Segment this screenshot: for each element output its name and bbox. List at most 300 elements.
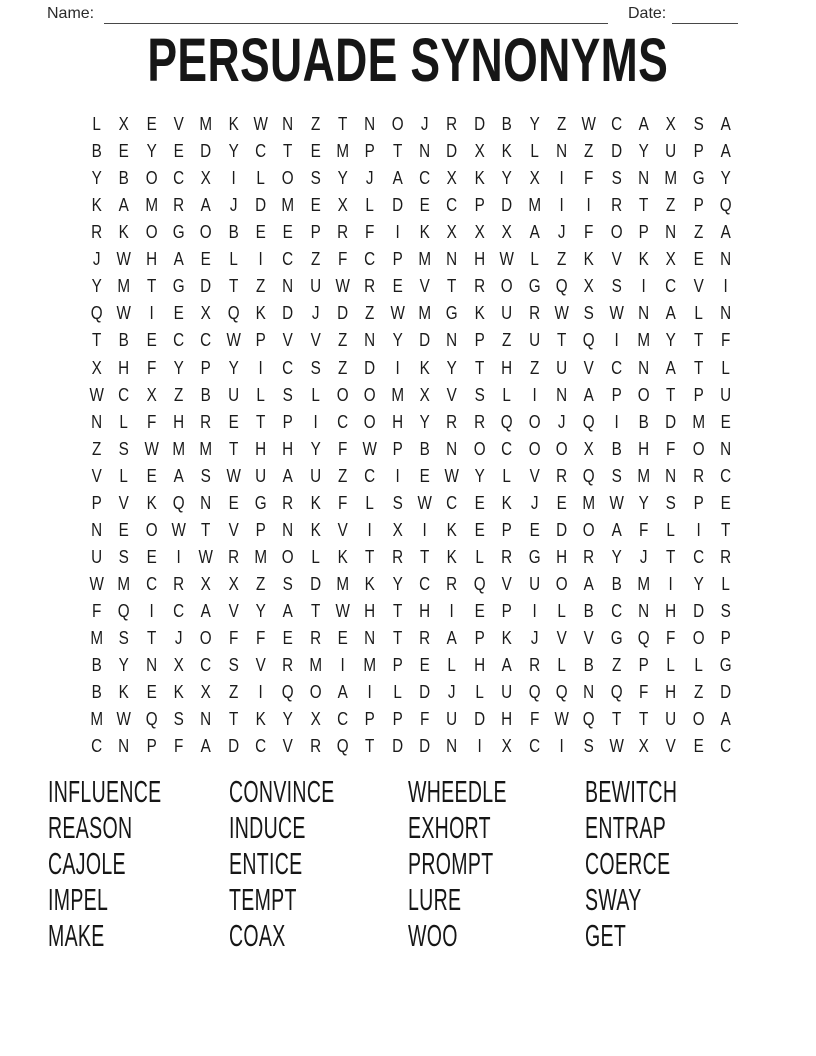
grid-letter: X [447, 221, 458, 243]
grid-letter: T [666, 545, 676, 567]
grid-letter: X [501, 221, 512, 243]
grid-letter: N [446, 437, 458, 459]
grid-letter: N [282, 275, 294, 297]
grid-letter: T [392, 140, 403, 162]
grid-letter: U [720, 383, 732, 405]
grid-letter: N [446, 248, 458, 270]
grid-letter: N [364, 626, 376, 648]
word-item [585, 918, 796, 954]
grid-letter: B [611, 437, 622, 459]
grid-letter: D [720, 680, 732, 702]
grid-letter: S [228, 653, 239, 675]
grid-letter: A [337, 680, 348, 702]
grid-letter: D [391, 194, 403, 216]
grid-letter: Q [610, 680, 623, 702]
grid-letter: V [693, 275, 704, 297]
grid-letter: V [501, 572, 512, 594]
grid-letter: X [228, 572, 239, 594]
grid-letter: N [364, 329, 376, 351]
grid-letter: W [226, 329, 241, 351]
grid-letter: M [637, 572, 650, 594]
grid-letter: D [665, 410, 677, 432]
grid-letter: I [696, 518, 701, 540]
grid-letter: E [474, 518, 485, 540]
grid-letter: C [255, 734, 267, 756]
grid-letter: Z [338, 329, 348, 351]
grid-letter: T [146, 275, 157, 297]
grid-letter: A [118, 194, 130, 216]
grid-letter: F [584, 167, 594, 189]
grid-letter: Z [502, 329, 512, 351]
grid-letter: O [528, 437, 541, 459]
grid-letter: D [200, 140, 212, 162]
word-item [408, 918, 585, 954]
grid-letter: L [92, 113, 101, 135]
grid-letter: I [532, 599, 537, 621]
grid-letter: V [419, 275, 430, 297]
word-item [585, 810, 796, 846]
grid-letter: A [200, 599, 212, 621]
grid-letter: M [199, 437, 213, 459]
grid-letter: R [528, 302, 540, 324]
word-item [229, 810, 408, 846]
grid-letter: H [473, 248, 485, 270]
grid-letter: I [614, 329, 619, 351]
grid-letter: D [473, 113, 485, 135]
grid-letter: K [419, 356, 430, 378]
grid-letter: N [91, 410, 103, 432]
grid-letter: K [173, 680, 184, 702]
grid-letter: Z [338, 464, 348, 486]
grid-letter: L [529, 248, 539, 270]
grid-letter: P [611, 383, 622, 405]
grid-letter: P [392, 707, 403, 729]
grid-letter: A [720, 221, 731, 243]
grid-letter: T [310, 599, 321, 621]
grid-letter: D [337, 302, 349, 324]
grid-letter: F [146, 356, 157, 378]
grid-letter: N [282, 518, 294, 540]
grid-letter: O [336, 383, 349, 405]
grid-letter: V [447, 383, 458, 405]
grid-letter: L [256, 383, 265, 405]
grid-letter: O [200, 221, 212, 243]
grid-letter: J [557, 221, 566, 243]
grid-letter: X [200, 572, 212, 594]
grid-letter: H [473, 653, 485, 675]
grid-letter: C [501, 437, 513, 459]
grid-letter: W [609, 491, 624, 513]
grid-letter: S [282, 383, 294, 405]
grid-letter: L [475, 680, 484, 702]
grid-letter: V [118, 491, 130, 513]
grid-letter: W [554, 302, 569, 324]
grid-letter: A [447, 626, 458, 648]
grid-letter: R [583, 545, 595, 567]
grid-letter: O [528, 410, 541, 432]
grid-letter: Z [556, 113, 567, 135]
grid-letter: K [447, 545, 458, 567]
grid-letter: N [638, 599, 650, 621]
grid-letter: L [256, 167, 265, 189]
grid-letter: I [231, 167, 236, 189]
grid-letter: F [638, 680, 649, 702]
grid-letter: M [117, 572, 131, 594]
grid-letter: S [118, 545, 130, 567]
grid-letter: R [227, 545, 239, 567]
grid-letter: B [91, 653, 102, 675]
grid-letter: A [392, 167, 403, 189]
grid-letter: O [364, 383, 377, 405]
word-item [48, 918, 229, 954]
grid-letter: W [609, 734, 624, 756]
grid-letter: E [173, 140, 184, 162]
grid-letter: G [719, 653, 732, 675]
grid-letter: O [282, 167, 295, 189]
grid-letter: H [556, 545, 568, 567]
grid-letter: D [282, 302, 294, 324]
grid-letter: F [720, 329, 731, 351]
grid-letter: I [532, 383, 537, 405]
grid-letter: R [446, 410, 458, 432]
grid-letter: P [693, 140, 704, 162]
grid-letter: E [173, 302, 184, 324]
grid-letter: O [692, 626, 705, 648]
grid-letter: N [446, 734, 458, 756]
grid-letter: M [664, 167, 678, 189]
grid-letter: L [311, 545, 320, 567]
grid-letter: U [446, 707, 458, 729]
grid-letter: L [365, 491, 375, 513]
grid-letter: Q [500, 410, 513, 432]
grid-letter: L [529, 140, 539, 162]
grid-letter: S [474, 383, 485, 405]
grid-letter: X [200, 680, 212, 702]
grid-letter: L [502, 464, 512, 486]
grid-letter: C [419, 572, 431, 594]
grid-letter: N [665, 464, 677, 486]
grid-letter: D [419, 329, 431, 351]
grid-letter: V [228, 518, 239, 540]
grid-letter: L [119, 410, 129, 432]
grid-letter: T [474, 356, 485, 378]
word-item-text: REASON [48, 810, 133, 846]
grid-letter: P [638, 221, 649, 243]
word-item-text: TEMPT [229, 882, 297, 918]
grid-letter: M [582, 491, 596, 513]
grid-letter: E [255, 221, 266, 243]
grid-letter: B [91, 140, 102, 162]
grid-letter: D [692, 599, 704, 621]
grid-letter: X [665, 248, 676, 270]
grid-letter: K [255, 707, 266, 729]
grid-letter: C [118, 383, 130, 405]
page-title [0, 26, 816, 94]
grid-letter: O [391, 113, 404, 135]
grid-letter: H [173, 410, 185, 432]
grid-letter: C [610, 356, 622, 378]
grid-letter: K [447, 518, 458, 540]
grid-letter: Y [392, 572, 403, 594]
grid-letter: L [447, 653, 457, 675]
grid-letter: N [446, 329, 458, 351]
grid-letter: R [473, 275, 485, 297]
grid-letter: R [391, 545, 403, 567]
grid-letter: B [583, 653, 594, 675]
grid-letter: Y [501, 167, 512, 189]
grid-letter: S [611, 167, 622, 189]
grid-letter: R [200, 410, 212, 432]
grid-letter: E [282, 221, 294, 243]
grid-letter: O [282, 545, 295, 567]
grid-letter: P [693, 194, 704, 216]
grid-letter: K [501, 626, 512, 648]
word-item [408, 774, 585, 810]
grid-letter: A [501, 653, 512, 675]
grid-letter: U [528, 572, 540, 594]
grid-letter: F [584, 221, 594, 243]
grid-letter: A [200, 194, 212, 216]
grid-letter: L [666, 653, 676, 675]
grid-letter: Z [228, 680, 239, 702]
grid-letter: M [418, 248, 432, 270]
grid-letter: N [145, 653, 157, 675]
grid-letter: T [283, 140, 293, 162]
grid-letter: D [419, 680, 431, 702]
grid-letter: O [309, 680, 322, 702]
grid-letter: K [474, 167, 485, 189]
grid-letter: B [118, 167, 130, 189]
grid-letter: G [254, 491, 267, 513]
grid-letter: P [501, 518, 512, 540]
grid-letter: F [174, 734, 184, 756]
word-item-text: CAJOLE [48, 846, 126, 882]
grid-letter: W [499, 248, 515, 270]
grid-letter: X [310, 707, 321, 729]
grid-letter: A [173, 464, 184, 486]
word-item [229, 882, 408, 918]
grid-letter: X [447, 167, 458, 189]
grid-letter: Q [118, 599, 130, 621]
grid-letter: E [693, 734, 704, 756]
grid-letter: W [116, 707, 132, 729]
grid-letter: C [419, 167, 431, 189]
grid-letter: W [116, 302, 132, 324]
grid-letter: V [529, 464, 540, 486]
word-item [48, 774, 229, 810]
grid-letter: K [118, 680, 130, 702]
grid-letter: W [226, 464, 241, 486]
grid-letter: B [501, 113, 512, 135]
grid-letter: G [528, 275, 541, 297]
grid-letter: Q [582, 464, 595, 486]
grid-letter: N [665, 221, 677, 243]
grid-letter: Q [582, 707, 595, 729]
grid-letter: G [692, 167, 705, 189]
word-item-text: COAX [229, 918, 286, 953]
grid-letter: E [529, 518, 540, 540]
word-item-text: LURE [408, 882, 462, 918]
grid-letter: J [530, 626, 538, 648]
grid-letter: U [556, 356, 568, 378]
grid-letter: U [528, 329, 540, 351]
grid-letter: S [611, 275, 622, 297]
grid-letter: W [554, 707, 569, 729]
grid-letter: L [721, 356, 730, 378]
grid-letter: D [501, 194, 513, 216]
grid-letter: C [282, 248, 294, 270]
grid-letter: Y [665, 329, 676, 351]
grid-letter: I [723, 275, 728, 297]
grid-letter: Q [582, 410, 595, 432]
grid-letter: W [581, 113, 597, 135]
grid-letter: S [310, 167, 321, 189]
grid-letter: H [282, 437, 294, 459]
grid-letter: D [364, 356, 376, 378]
grid-letter: C [692, 545, 704, 567]
grid-letter: L [666, 518, 676, 540]
grid-letter: R [692, 464, 704, 486]
grid-letter: V [556, 626, 567, 648]
grid-letter: A [611, 518, 622, 540]
grid-letter: Y [337, 167, 348, 189]
grid-letter: Z [529, 356, 539, 378]
grid-letter: M [117, 275, 131, 297]
grid-letter: O [500, 275, 513, 297]
grid-letter: A [282, 464, 294, 486]
grid-letter: V [310, 329, 321, 351]
grid-letter: P [310, 221, 321, 243]
grid-letter: F [228, 626, 239, 648]
grid-letter: D [419, 734, 431, 756]
grid-letter: C [610, 599, 622, 621]
grid-letter: R [173, 572, 185, 594]
grid-letter: Y [91, 167, 102, 189]
grid-letter: Y [474, 464, 485, 486]
grid-letter: E [146, 680, 157, 702]
grid-letter: A [173, 248, 184, 270]
grid-letter: Q [582, 329, 595, 351]
grid-letter: K [365, 572, 376, 594]
grid-letter: X [474, 140, 485, 162]
grid-letter: D [556, 518, 568, 540]
grid-letter: E [146, 464, 157, 486]
word-item-text: ENTICE [229, 846, 303, 882]
grid-letter: T [338, 113, 348, 135]
grid-letter: W [116, 248, 132, 270]
grid-letter: M [336, 572, 350, 594]
grid-letter: E [474, 599, 485, 621]
grid-letter: E [474, 491, 485, 513]
word-item [408, 846, 585, 882]
word-item [408, 810, 585, 846]
grid-letter: J [174, 626, 183, 648]
grid-letter: I [340, 653, 345, 675]
grid-letter: L [557, 653, 566, 675]
grid-letter: G [610, 626, 623, 648]
grid-letter: O [582, 518, 595, 540]
grid-letter: I [450, 599, 455, 621]
word-item [229, 846, 408, 882]
grid-letter: C [528, 734, 540, 756]
grid-letter: C [720, 464, 732, 486]
grid-letter: I [176, 545, 181, 567]
grid-letter: Z [693, 221, 703, 243]
grid-letter: C [91, 734, 103, 756]
grid-letter: E [310, 194, 321, 216]
grid-letter: V [91, 464, 102, 486]
grid-letter: K [91, 194, 102, 216]
grid-letter: C [173, 599, 185, 621]
grid-letter: K [310, 518, 321, 540]
grid-letter: C [364, 248, 376, 270]
grid-letter: O [145, 518, 158, 540]
grid-letter: N [720, 437, 732, 459]
grid-letter: Q [282, 680, 295, 702]
grid-letter: R [501, 545, 513, 567]
grid-letter: A [282, 599, 294, 621]
grid-letter: F [338, 491, 348, 513]
grid-letter: T [92, 329, 102, 351]
grid-letter: M [363, 653, 377, 675]
grid-letter: E [146, 329, 157, 351]
grid-letter: C [364, 464, 376, 486]
grid-letter: Z [310, 248, 321, 270]
grid-letter: J [448, 680, 456, 702]
grid-letter: C [337, 410, 349, 432]
grid-letter: X [501, 734, 512, 756]
name-blank-line [104, 23, 608, 24]
grid-letter: X [173, 653, 184, 675]
grid-letter: H [118, 356, 130, 378]
grid-letter: R [446, 113, 458, 135]
grid-letter: X [583, 437, 594, 459]
word-item [585, 846, 796, 882]
grid-letter: H [665, 599, 677, 621]
grid-letter: S [693, 113, 704, 135]
grid-letter: Q [336, 734, 349, 756]
grid-letter: K [146, 491, 157, 513]
grid-letter: F [529, 707, 539, 729]
word-item-text: GET [585, 918, 627, 953]
grid-letter: V [337, 518, 348, 540]
grid-letter: T [146, 626, 157, 648]
grid-letter: P [255, 518, 266, 540]
grid-letter: M [145, 194, 158, 216]
word-item [408, 882, 585, 918]
grid-letter: P [501, 599, 512, 621]
grid-letter: R [473, 410, 485, 432]
grid-letter: Z [556, 248, 567, 270]
grid-letter: W [171, 518, 186, 540]
grid-letter: B [200, 383, 212, 405]
grid-letter: Y [282, 707, 294, 729]
grid-letter: Q [555, 275, 568, 297]
grid-letter: X [638, 734, 649, 756]
grid-letter: F [638, 518, 649, 540]
word-item [48, 882, 229, 918]
grid-letter: E [310, 140, 321, 162]
word-list [48, 774, 796, 953]
name-label: Name: [47, 5, 95, 22]
grid-letter: E [419, 653, 430, 675]
grid-letter: M [391, 383, 404, 405]
grid-letter: P [720, 626, 731, 648]
grid-letter: F [146, 410, 157, 432]
grid-letter: N [556, 140, 568, 162]
grid-letter: Z [338, 356, 348, 378]
grid-letter: T [256, 410, 266, 432]
